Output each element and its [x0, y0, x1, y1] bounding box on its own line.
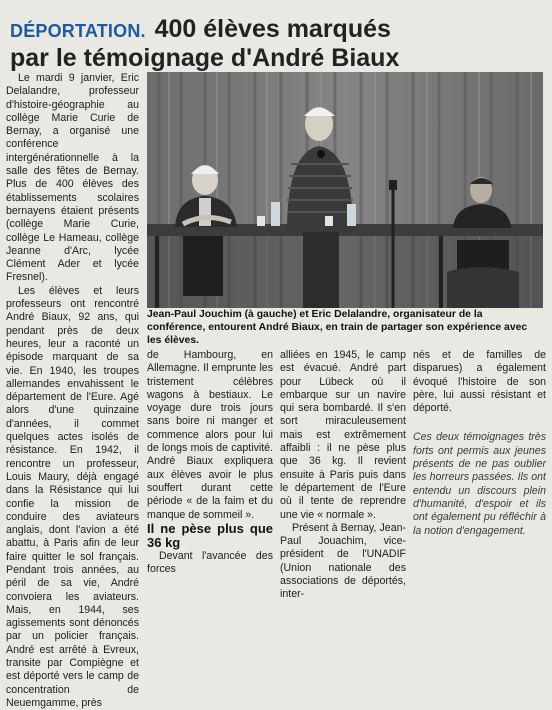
- photo-caption: Jean-Paul Jouchim (à gauche) et Eric Delalandre, organisateur de la conférence, entourent André Biaux, en train de partager son expérience avec les élèves.: [147, 309, 528, 346]
- article-photo: [147, 72, 543, 308]
- paragraph: Les élèves et leurs professeurs ont rencontré André Biaux, 92 ans, qui pendant près de deux heures, leur a raconté un épisode marquant de sa vie. En 1940, les troupes allemandes envahissent le département de l'Eure. Agé alors d'une quinzaine d'années, il commet quelques actes isolés de résistance. En 1942, il rencontre un professeur, Louis Maury, déjà engagé dans la Résistance qui lui confie la mission de conduire des aviateurs anglais, dont l'avion a été abattu, à Paris afin de leur faire quitter le sol français. Pendant trois années, au péril de sa vie, André convoiera les aviateurs. Mais, en 1944, ses agissements sont dénoncés par un policier français. André est arrêté à Evreux, transite par Compiègne et est déporté vers le camp de concentration de Neuemgamme, près: [6, 284, 139, 709]
- article-column-2: [147, 349, 273, 576]
- headline-title-line1: 400 élèves marqués: [154, 15, 391, 43]
- paragraph: Le mardi 9 janvier, Eric Delalandre, professeur d'histoire-géographie au collège Marie Curie de Bernay, a organisé une conférence intergénérationnelle à la salle des fêtes de Bernay. Plus de 400 élèves des établissements scolaires bernayens étaient présents (collège Marie Curie, collège Le Hameau, collège Jeanne d'Arc, lycée Clément Ader et lycée Fresnel).: [6, 72, 139, 284]
- headline-kicker: DÉPORTATION.: [10, 21, 146, 41]
- paragraph: Devant l'avancée des forces: [147, 549, 273, 576]
- article-column-1: [6, 72, 139, 710]
- subheading: Il ne pèse plus que 36 kg: [147, 520, 273, 550]
- photo-illustration: [147, 72, 543, 308]
- headline: [10, 8, 546, 72]
- paragraph: de Hambourg, en Allemagne. Il emprunte les tristement célèbres wagons à bestiaux. Le voyage dure trois jours sans boire ni manger et commence alors pour lui de longs mois de captivité. André Biaux expliquera aux élèves avoir le plus souffert durant cette période « de la faim et du manque de sommeil ».: [147, 349, 273, 521]
- article-column-3: [280, 349, 406, 602]
- paragraph: alliées en 1945, le camp est évacué. André part pour Lübeck où il embarque sur un navire qui sera bombardé. Il s'en sort miraculeusement mais est extrêmement affaibli : il ne pèse plus que 36 kg. Il revient ensuite à Paris puis dans le département de l'Eure où il tente de reprendre une vie « normale ».: [280, 349, 406, 521]
- paragraph: nés et de familles de disparues) a également évoqué l'histoire de son père, lui aussi résistant et déporté.: [413, 349, 546, 415]
- paragraph: Présent à Bernay, Jean-Paul Jouachim, vice-président de l'UNADIF (Union nationale des associations de déportés, inter-: [280, 521, 406, 601]
- article-column-4: [413, 349, 546, 538]
- headline-title-line2: par le témoignage d'André Biaux: [10, 44, 400, 72]
- closing-quote: Ces deux témoignages très forts ont permis aux jeunes présents de ne pas oublier les horreurs passées. Ils ont entendu un discours plein d'humanité, d'espoir et ils ont également pu réfléchir à la notion d'engagement.: [413, 431, 546, 537]
